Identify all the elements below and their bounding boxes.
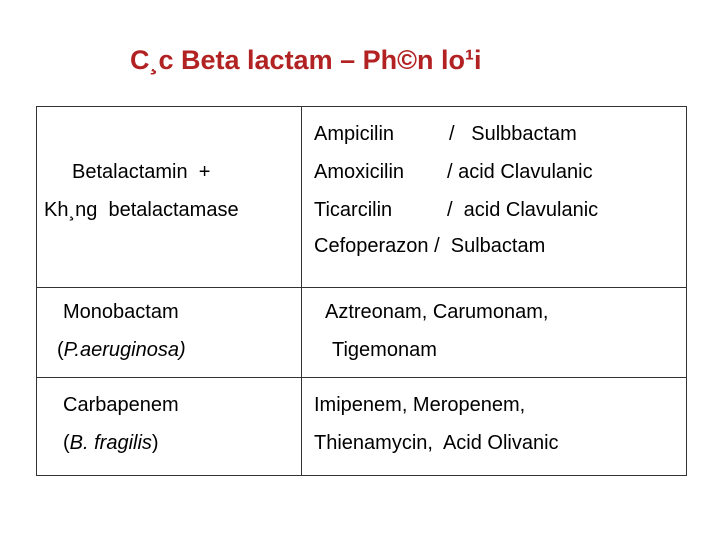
- target-organism: (B. fragilis): [63, 432, 159, 454]
- class-label: Kh¸ng betalactamase: [44, 199, 239, 221]
- drug-name: Ticarcilin: [314, 199, 393, 221]
- drug-name: Amoxicilin: [314, 161, 405, 183]
- class-label: Betalactamin +: [72, 161, 211, 183]
- column-divider: [301, 107, 302, 475]
- inhibitor-name: / Sulbbactam: [449, 123, 577, 145]
- row-divider: [37, 287, 686, 288]
- row-divider: [37, 377, 686, 378]
- inhibitor-name: / acid Clavulanic: [447, 161, 593, 183]
- drug-list: Imipenem, Meropenem,: [314, 394, 526, 416]
- drug-name: Ampicilin: [314, 123, 395, 145]
- inhibitor-name: / acid Clavulanic: [447, 199, 599, 221]
- drug-list: Tigemonam: [332, 339, 437, 361]
- drug-list: Aztreonam, Carumonam,: [325, 301, 549, 323]
- drug-list: Thienamycin, Acid Olivanic: [314, 432, 559, 454]
- target-organism: (P.aeruginosa): [57, 339, 186, 361]
- classification-table: [36, 106, 687, 476]
- drug-combination: Cefoperazon / Sulbactam: [314, 235, 546, 257]
- page-title: C¸c Beta lactam – Ph©n lo¹i: [130, 45, 482, 75]
- class-label: Carbapenem: [63, 394, 179, 416]
- class-label: Monobactam: [63, 301, 179, 323]
